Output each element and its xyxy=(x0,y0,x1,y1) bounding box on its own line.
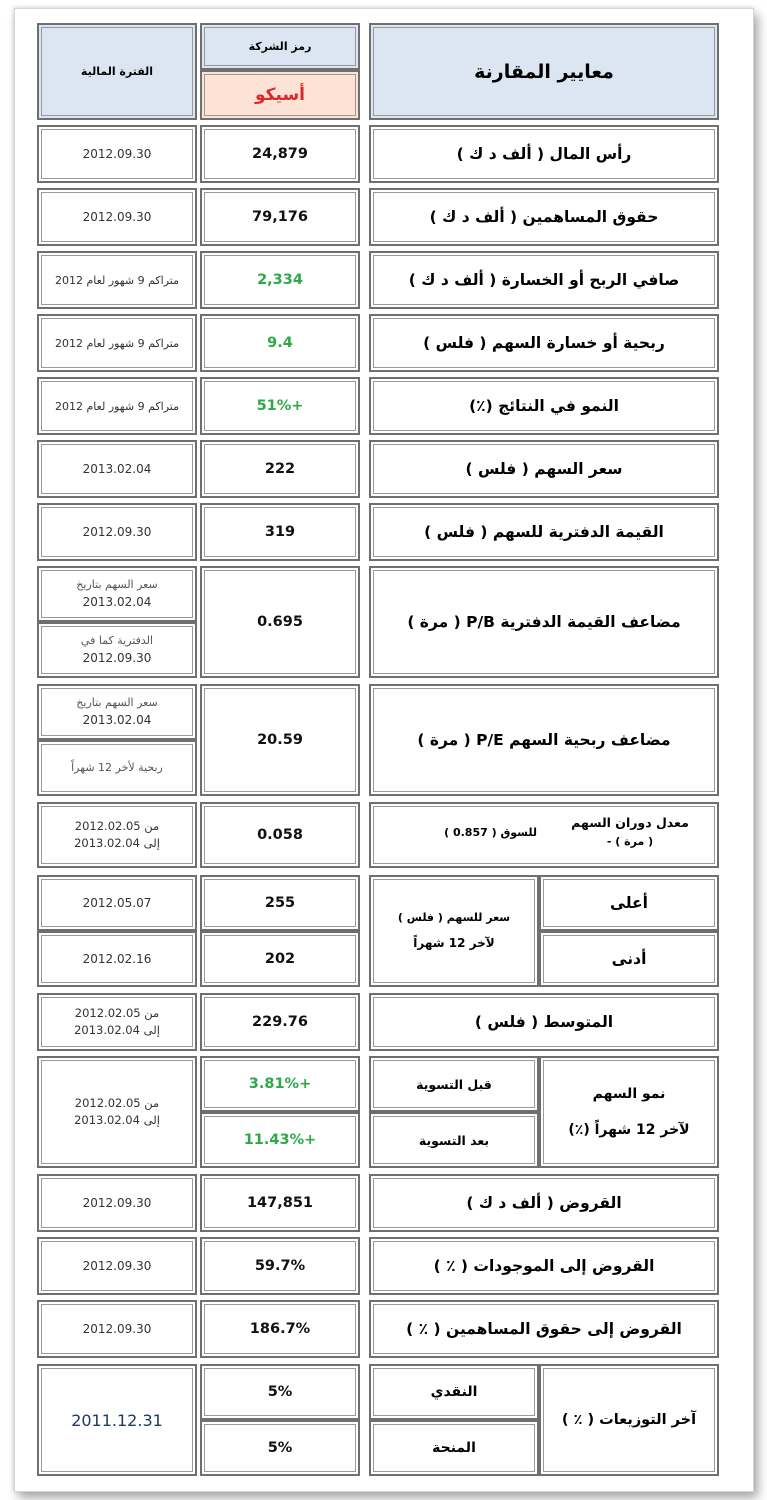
pb-book-note-line1: الدفترية كما في xyxy=(80,633,154,647)
equity-period: 2012.09.30 xyxy=(37,188,197,246)
turnover-market-label: للسوق ( 0.857 ) xyxy=(444,826,537,839)
pe-price-note xyxy=(37,684,197,740)
pe-value: 20.59 xyxy=(200,684,360,796)
pe-earnings-note xyxy=(37,740,197,796)
dividends-period: 2011.12.31 xyxy=(37,1364,197,1476)
loans-equity-period: 2012.09.30 xyxy=(37,1300,197,1358)
eps-value: 9.4 xyxy=(200,314,360,372)
growth-value: 51%+ xyxy=(200,377,360,435)
pe-earnings-note-line1: ربحية لأخر 12 شهراً xyxy=(71,760,163,774)
pe-price-note-line2: 2013.02.04 xyxy=(82,713,152,728)
loans-assets-label: القروض إلى الموجودات ( ٪ ) xyxy=(369,1237,719,1295)
capital-label: رأس المال ( ألف د ك ) xyxy=(369,125,719,183)
high-period: 2012.05.07 xyxy=(37,875,197,931)
turnover-label-line2: ( مرة ) - xyxy=(606,835,654,849)
pb-label: مضاعف القيمة الدفترية P/B ( مرة ) xyxy=(369,566,719,678)
average-period xyxy=(37,993,197,1051)
eps-label: ربحية أو خسارة السهم ( فلس ) xyxy=(369,314,719,372)
share-price-label: سعر السهم ( فلس ) xyxy=(369,440,719,498)
high-low-caption-line2: لآخر 12 شهراً xyxy=(413,935,495,950)
pb-price-note-line2: 2013.02.04 xyxy=(82,595,152,610)
high-value: 255 xyxy=(200,875,360,931)
eps-period: متراكم 9 شهور لعام 2012 xyxy=(37,314,197,372)
share-growth-period-from: من 2012.02.05 xyxy=(74,1095,160,1110)
pe-label: مضاعف ربحية السهم P/E ( مرة ) xyxy=(369,684,719,796)
turnover-label-main xyxy=(555,812,705,852)
turnover-period-from: من 2012.02.05 xyxy=(74,818,160,833)
share-growth-label-line2: لآخر 12 شهراً (٪) xyxy=(568,1122,690,1138)
growth-label: النمو في النتائج (٪) xyxy=(369,377,719,435)
dividends-label: آخر التوزيعات ( ٪ ) xyxy=(539,1364,719,1476)
period-header: الفترة المالية xyxy=(37,23,197,120)
cash-dividend-label: النقدي xyxy=(369,1364,539,1420)
cash-dividend-value: 5% xyxy=(200,1364,360,1420)
after-adjustment-label: بعد التسوية xyxy=(369,1112,539,1168)
pb-value: 0.695 xyxy=(200,566,360,678)
bonus-dividend-label: المنحة xyxy=(369,1420,539,1476)
company-name: أسيكو xyxy=(200,70,360,120)
equity-value: 79,176 xyxy=(200,188,360,246)
report-page xyxy=(14,8,754,1492)
before-adjustment-label: قبل التسوية xyxy=(369,1056,539,1112)
after-adjustment-value: 11.43%+ xyxy=(200,1112,360,1168)
average-value: 229.76 xyxy=(200,993,360,1051)
book-value-label: القيمة الدفترية للسهم ( فلس ) xyxy=(369,503,719,561)
high-label: أعلى xyxy=(539,875,719,931)
share-growth-label xyxy=(539,1056,719,1168)
pb-book-note-line2: 2012.09.30 xyxy=(82,651,152,666)
net-profit-period: متراكم 9 شهور لعام 2012 xyxy=(37,251,197,309)
capital-period: 2012.09.30 xyxy=(37,125,197,183)
low-label: أدنى xyxy=(539,931,719,987)
turnover-label-line1: معدل دوران السهم xyxy=(571,815,689,830)
capital-value: 24,879 xyxy=(200,125,360,183)
low-value: 202 xyxy=(200,931,360,987)
share-price-period: 2013.02.04 xyxy=(37,440,197,498)
equity-label: حقوق المساهمين ( ألف د ك ) xyxy=(369,188,719,246)
low-period: 2012.02.16 xyxy=(37,931,197,987)
high-low-caption xyxy=(369,875,539,987)
high-low-caption-line1: سعر للسهم ( فلس ) xyxy=(397,910,511,924)
share-growth-period xyxy=(37,1056,197,1168)
average-period-from: من 2012.02.05 xyxy=(74,1005,160,1020)
book-value-value: 319 xyxy=(200,503,360,561)
loans-equity-label: القروض إلى حقوق المساهمين ( ٪ ) xyxy=(369,1300,719,1358)
pb-price-note xyxy=(37,566,197,622)
bonus-dividend-value: 5% xyxy=(200,1420,360,1476)
loans-value: 147,851 xyxy=(200,1174,360,1232)
net-profit-label: صافي الربح أو الخسارة ( ألف د ك ) xyxy=(369,251,719,309)
share-growth-period-to: إلى 2013.02.04 xyxy=(74,1113,160,1127)
loans-assets-period: 2012.09.30 xyxy=(37,1237,197,1295)
growth-period: متراكم 9 شهور لعام 2012 xyxy=(37,377,197,435)
turnover-period xyxy=(37,802,197,868)
pe-price-note-line1: سعر السهم بتاريخ xyxy=(76,695,158,709)
pb-price-note-line1: سعر السهم بتاريخ xyxy=(76,577,158,591)
turnover-period-to: إلى 2013.02.04 xyxy=(74,836,160,850)
company-symbol-label: رمز الشركة xyxy=(200,23,360,70)
turnover-value: 0.058 xyxy=(200,802,360,868)
criteria-header: معايير المقارنة xyxy=(369,23,719,120)
loans-period: 2012.09.30 xyxy=(37,1174,197,1232)
loans-assets-value: 59.7% xyxy=(200,1237,360,1295)
before-adjustment-value: 3.81%+ xyxy=(200,1056,360,1112)
pb-book-note xyxy=(37,622,197,678)
share-price-value: 222 xyxy=(200,440,360,498)
loans-label: القروض ( ألف د ك ) xyxy=(369,1174,719,1232)
loans-equity-value: 186.7% xyxy=(200,1300,360,1358)
average-label: المتوسط ( فلس ) xyxy=(369,993,719,1051)
net-profit-value: 2,334 xyxy=(200,251,360,309)
average-period-to: إلى 2013.02.04 xyxy=(74,1023,160,1037)
book-value-period: 2012.09.30 xyxy=(37,503,197,561)
turnover-label xyxy=(369,802,719,868)
share-growth-label-line1: نمو السهم xyxy=(592,1085,666,1102)
